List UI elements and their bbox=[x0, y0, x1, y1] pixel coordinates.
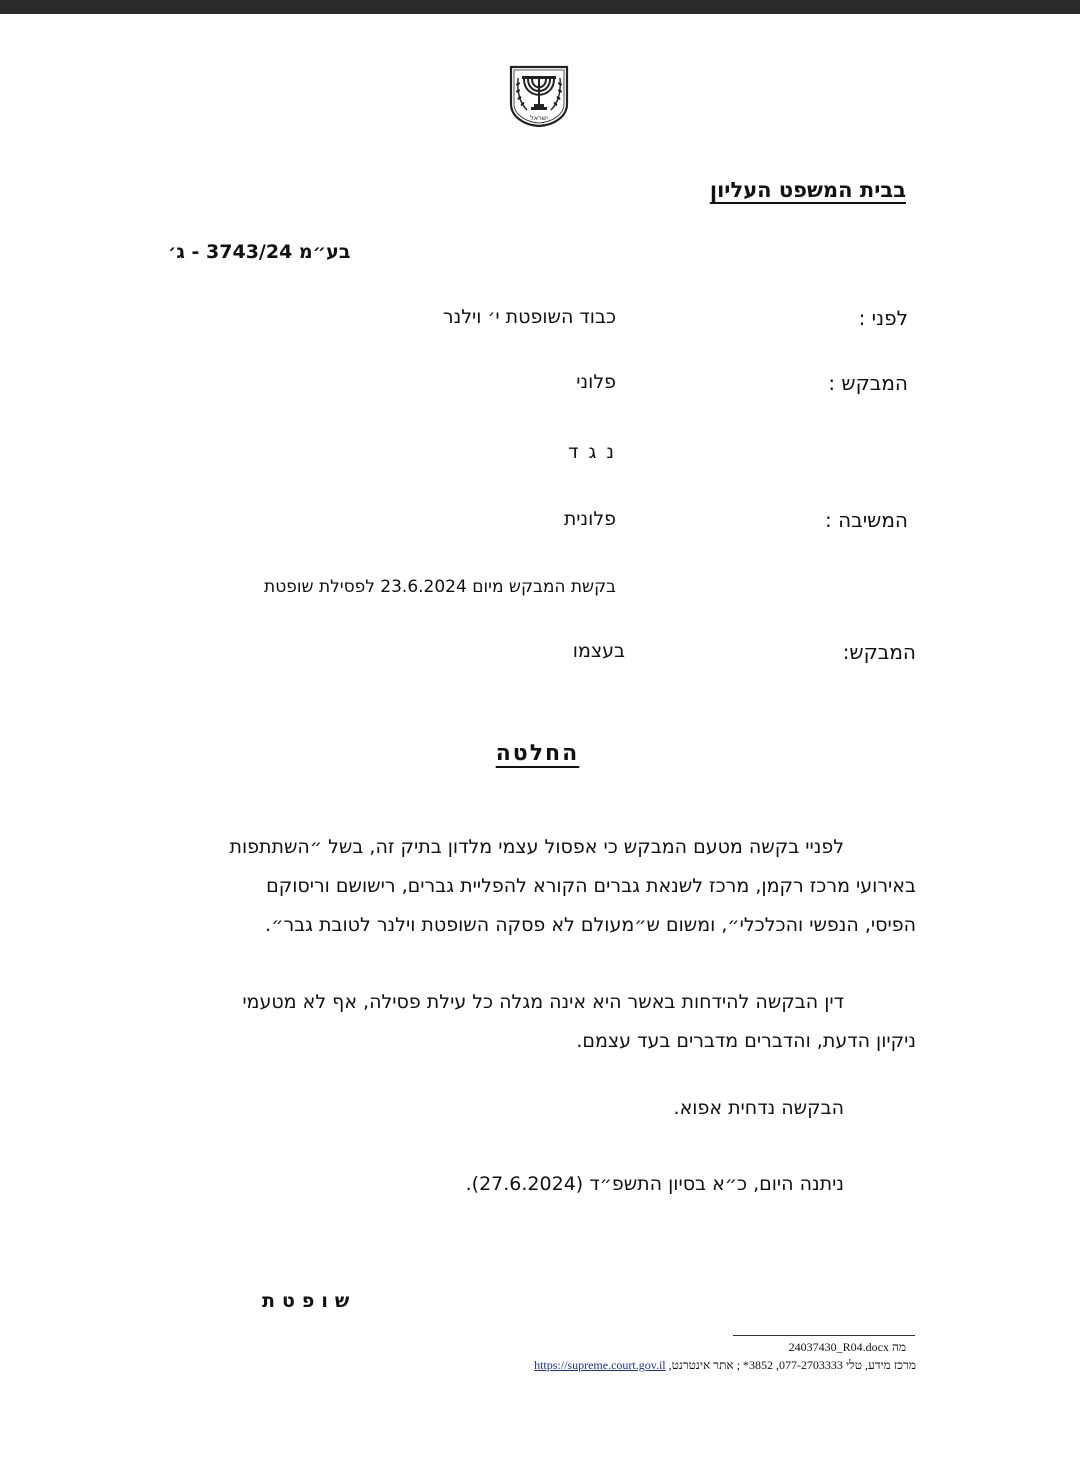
given-date: ניתנה היום, כ״א בסיון התשפ״ד (27.6.2024). bbox=[465, 1173, 844, 1195]
before-value: כבוד השופטת י׳ וילנר bbox=[442, 306, 616, 328]
applicant-label: המבקש : bbox=[828, 371, 908, 395]
footer-divider bbox=[733, 1335, 915, 1336]
footer-contact-text: מרכז מידע, טלי 077-2703333, 3852* ; אתר אינטרנט, bbox=[668, 1358, 916, 1372]
applicant-value: פלוני bbox=[576, 371, 616, 393]
paragraph-1-line-1: לפניי בקשה מטעם המבקש כי אפסול עצמי מלדון בתיק זה, בשל ״השתתפות bbox=[229, 836, 844, 858]
versus-label: נ ג ד bbox=[568, 441, 616, 463]
paragraph-1-line-3: הפיסי, הנפשי והכלכלי״, ומשום ש״מעולם לא פסקה השופטת וילנר לטובת גבר״. bbox=[265, 914, 916, 936]
top-bar bbox=[0, 0, 1080, 14]
decision-paragraph-2 bbox=[161, 983, 916, 1061]
decision-paragraph-3: הבקשה נדחית אפוא. bbox=[673, 1097, 844, 1119]
emblem-text: ישראל bbox=[530, 114, 548, 122]
decision-title: החלטה bbox=[495, 741, 580, 766]
request-description: בקשת המבקש מיום 23.6.2024 לפסילת שופטת bbox=[264, 577, 616, 597]
respondent-label: המשיבה : bbox=[824, 508, 908, 532]
menorah-emblem-icon bbox=[507, 64, 571, 128]
court-name: בבית המשפט העליון bbox=[709, 178, 906, 202]
footer-file-ref: 24037430_R04.docx מה bbox=[788, 1340, 906, 1354]
judge-signature: שופטת bbox=[262, 1290, 357, 1312]
case-number: בע״מ 3743/24 - ג׳ bbox=[168, 241, 351, 263]
respondent-value: פלונית bbox=[563, 508, 616, 530]
before-label: לפני : bbox=[858, 306, 908, 330]
applicant-rep-label: המבקש: bbox=[842, 640, 916, 664]
applicant-rep-value: בעצמו bbox=[572, 640, 625, 662]
footer-contact bbox=[534, 1358, 916, 1373]
decision-paragraph-1 bbox=[161, 828, 916, 945]
paragraph-2-line-2: ניקיון הדעת, והדברים מדברים בעד עצמם. bbox=[576, 1030, 916, 1052]
footer-website-link[interactable]: https://supreme.court.gov.il bbox=[534, 1358, 666, 1372]
paragraph-1-line-2: באירועי מרכז רקמן, מרכז לשנאת גברים הקורא להפליית גברים, רישושם וריסוקם bbox=[266, 875, 916, 897]
paragraph-2-line-1: דין הבקשה להידחות באשר היא אינה מגלה כל עילת פסילה, אף לא מטעמי bbox=[242, 991, 844, 1013]
